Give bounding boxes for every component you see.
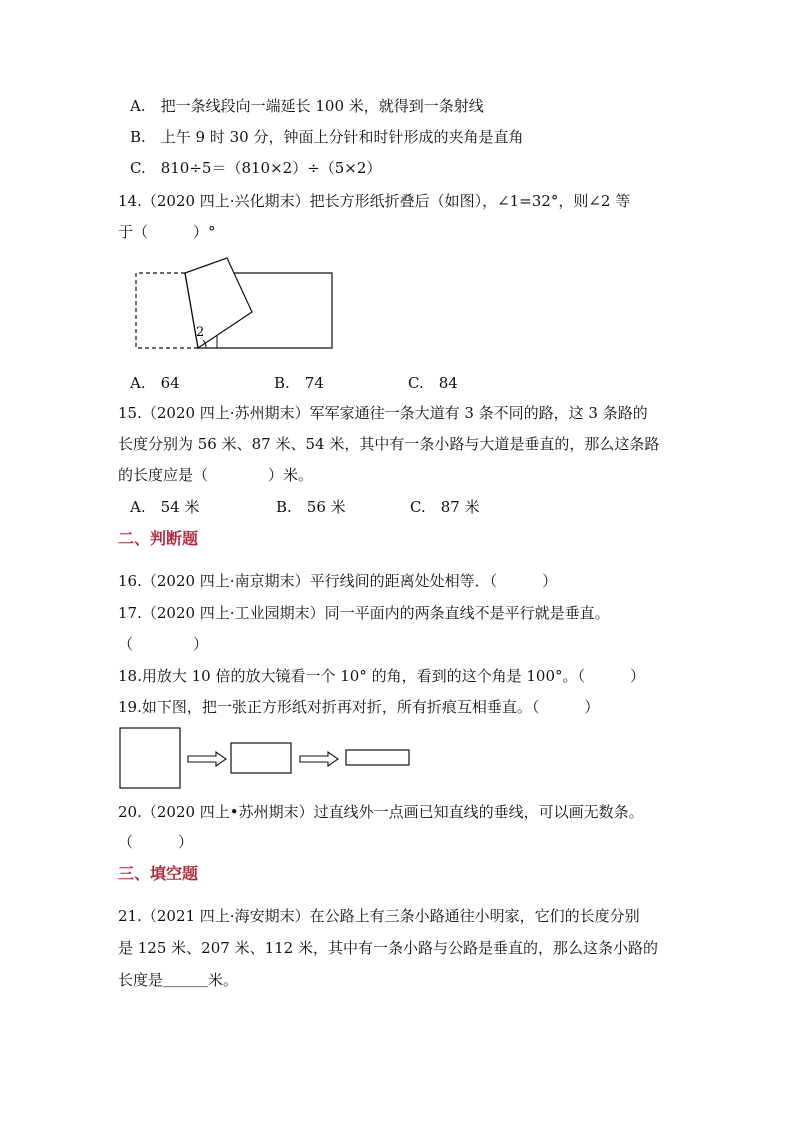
q13-option-b: B. 上午 9 时 30 分，钟面上分针和时针形成的夹角是直角 bbox=[130, 128, 524, 146]
q15-option-c: C. 87 米 bbox=[410, 498, 480, 516]
q14-text-line1: 14.（2020 四上·兴化期末）把长方形纸折叠后（如图），∠1=32°，则∠2 等 bbox=[118, 192, 631, 210]
q17-text-line1: 17.（2020 四上·工业园期末）同一平面内的两条直线不是平行就是垂直。 bbox=[118, 604, 610, 622]
arrow-right-icon bbox=[188, 752, 226, 766]
q14-option-a: A. 64 bbox=[130, 374, 180, 392]
q20-text-line1: 20.（2020 四上•苏州期末）过直线外一点画已知直线的垂线，可以画无数条。 bbox=[118, 803, 644, 821]
q14-option-c: C. 84 bbox=[408, 374, 458, 392]
arrow-right-icon bbox=[300, 752, 338, 766]
q21-text-line1: 21.（2021 四上·海安期末）在公路上有三条小路通往小明家，它们的长度分别 bbox=[118, 907, 640, 925]
q17-text-line2: （ ） bbox=[118, 635, 209, 653]
q15-text-line2: 长度分别为 56 米、87 米、54 米，其中有一条小路与大道是垂直的，那么这条路 bbox=[118, 435, 660, 453]
q16-text: 16.（2020 四上·南京期末）平行线间的距离处处相等．（ ） bbox=[118, 572, 558, 590]
q15-option-b: B. 56 米 bbox=[276, 498, 346, 516]
q15-text-line1: 15.（2020 四上·苏州期末）军军家通往一条大道有 3 条不同的路，这 3 条路的 bbox=[118, 404, 648, 422]
q14-option-b: B. 74 bbox=[274, 374, 324, 392]
q13-option-a: A. 把一条线段向一端延长 100 米，就得到一条射线 bbox=[130, 97, 484, 115]
q15-option-a: A. 54 米 bbox=[130, 498, 200, 516]
q14-folded-rectangle-figure bbox=[130, 250, 340, 355]
q19-text: 19.如下图，把一张正方形纸对折再对折，所有折痕互相垂直。（ ） bbox=[118, 698, 600, 716]
q14-angle-2-label: 2 bbox=[196, 325, 205, 340]
q18-text: 18.用放大 10 倍的放大镜看一个 10° 的角，看到的这个角是 100°。（ ） bbox=[118, 667, 646, 685]
q13-option-c: C. 810÷5＝（810×2）÷（5×2） bbox=[130, 159, 382, 177]
folded-twice-paper bbox=[346, 750, 409, 765]
q15-text-line3: 的长度应是（ ）米。 bbox=[118, 466, 314, 484]
square-paper bbox=[120, 728, 180, 788]
q20-text-line2: （ ） bbox=[118, 833, 194, 851]
section-title-fill-in: 三、填空题 bbox=[118, 864, 199, 883]
section-title-true-false: 二、判断题 bbox=[118, 529, 199, 548]
q19-folding-paper-figure bbox=[118, 727, 418, 792]
q14-text-line2: 于（ ）° bbox=[118, 223, 216, 241]
q21-text-line2: 是 125 米、207 米、112 米，其中有一条小路与公路是垂直的，那么这条小路的 bbox=[118, 939, 658, 957]
folded-once-paper bbox=[231, 743, 291, 773]
q21-text-line3: 长度是＿＿＿米。 bbox=[118, 971, 239, 989]
